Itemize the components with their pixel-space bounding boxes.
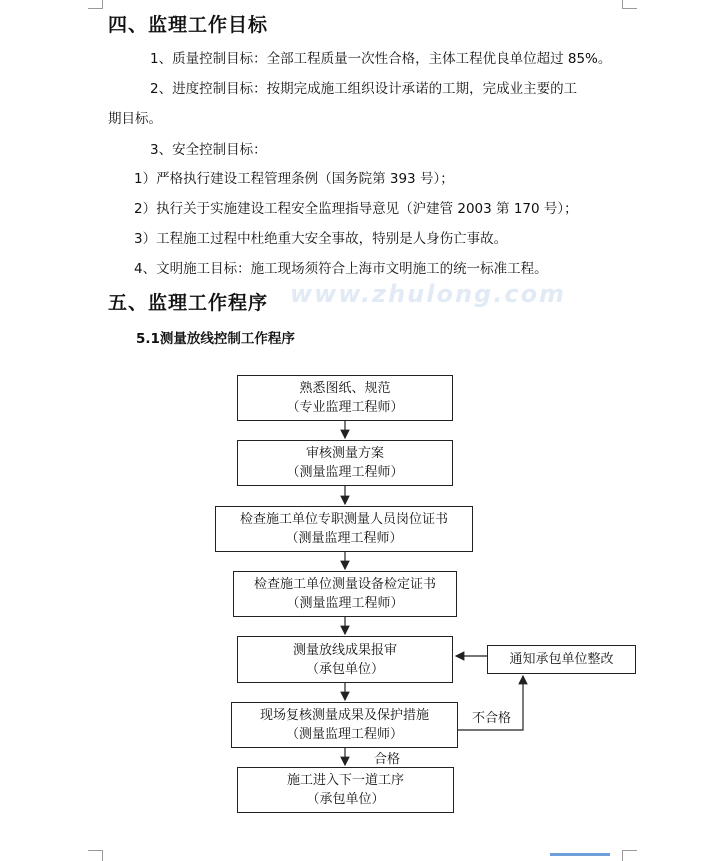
safety-item-2: 2）执行关于实施建设工程安全监理指导意见（沪建管 2003 第 170 号）； bbox=[134, 201, 578, 217]
schedule-goal-cont: 期目标。 bbox=[108, 111, 162, 127]
flow-step-7 bbox=[237, 767, 454, 813]
safety-item-1: 1）严格执行建设工程管理条例（国务院第 393 号）； bbox=[134, 171, 454, 187]
flow-step-5-role: （承包单位） bbox=[305, 661, 384, 677]
safety-item-3: 3）工程施工过程中杜绝重大安全事故，特别是人身伤亡事故。 bbox=[134, 231, 508, 247]
scroll-indicator bbox=[550, 853, 610, 856]
flow-step-6 bbox=[231, 702, 458, 748]
flow-step-2-title: 审核测量方案 bbox=[305, 446, 384, 461]
flow-step-5-title: 测量放线成果报审 bbox=[292, 642, 397, 658]
quality-goal: 1、质量控制目标：全部工程质量一次性合格，主体工程优良单位超过 85%。 bbox=[150, 51, 612, 67]
flow-step-3 bbox=[215, 506, 473, 552]
flow-step-7-title: 施工进入下一道工序 bbox=[286, 773, 404, 788]
flow-step-1-role: （专业监理工程师） bbox=[286, 400, 404, 415]
flow-step-6-role: （测量监理工程师） bbox=[285, 727, 403, 742]
flow-step-3-role: （测量监理工程师） bbox=[285, 531, 403, 546]
flow-step-3-title: 检查施工单位专职测量人员岗位证书 bbox=[239, 512, 448, 527]
flow-rectify-box bbox=[487, 645, 636, 674]
watermark: www.zhulong.com bbox=[290, 280, 567, 308]
section4-heading: 四、监理工作目标 bbox=[108, 14, 269, 36]
flow-step-2-role: （测量监理工程师） bbox=[286, 465, 404, 480]
subsection-heading: 5.1测量放线控制工作程序 bbox=[136, 331, 295, 347]
fail-label: 不合格 bbox=[472, 711, 512, 726]
schedule-goal: 2、进度控制目标：按期完成施工组织设计承诺的工期，完成业主要的工 bbox=[150, 81, 578, 97]
flow-step-4-role: （测量监理工程师） bbox=[286, 596, 404, 611]
pass-label: 合格 bbox=[374, 752, 401, 767]
flow-step-7-role: （承包单位） bbox=[306, 792, 385, 807]
flow-rectify-label: 通知承包单位整改 bbox=[509, 652, 614, 667]
civilized-goal: 4、文明施工目标：施工现场须符合上海市文明施工的统一标准工程。 bbox=[134, 261, 548, 277]
flow-step-4-title: 检查施工单位测量设备检定证书 bbox=[253, 577, 436, 592]
flow-step-6-title: 现场复核测量成果及保护措施 bbox=[259, 708, 429, 723]
safety-goal: 3、安全控制目标： bbox=[150, 142, 267, 158]
flow-step-4 bbox=[233, 571, 457, 617]
flow-step-5 bbox=[237, 636, 453, 683]
flow-step-1 bbox=[237, 375, 453, 421]
section5-heading: 五、监理工作程序 bbox=[108, 292, 269, 314]
flow-step-2 bbox=[237, 440, 453, 486]
flow-step-1-title: 熟悉图纸、规范 bbox=[299, 381, 391, 396]
